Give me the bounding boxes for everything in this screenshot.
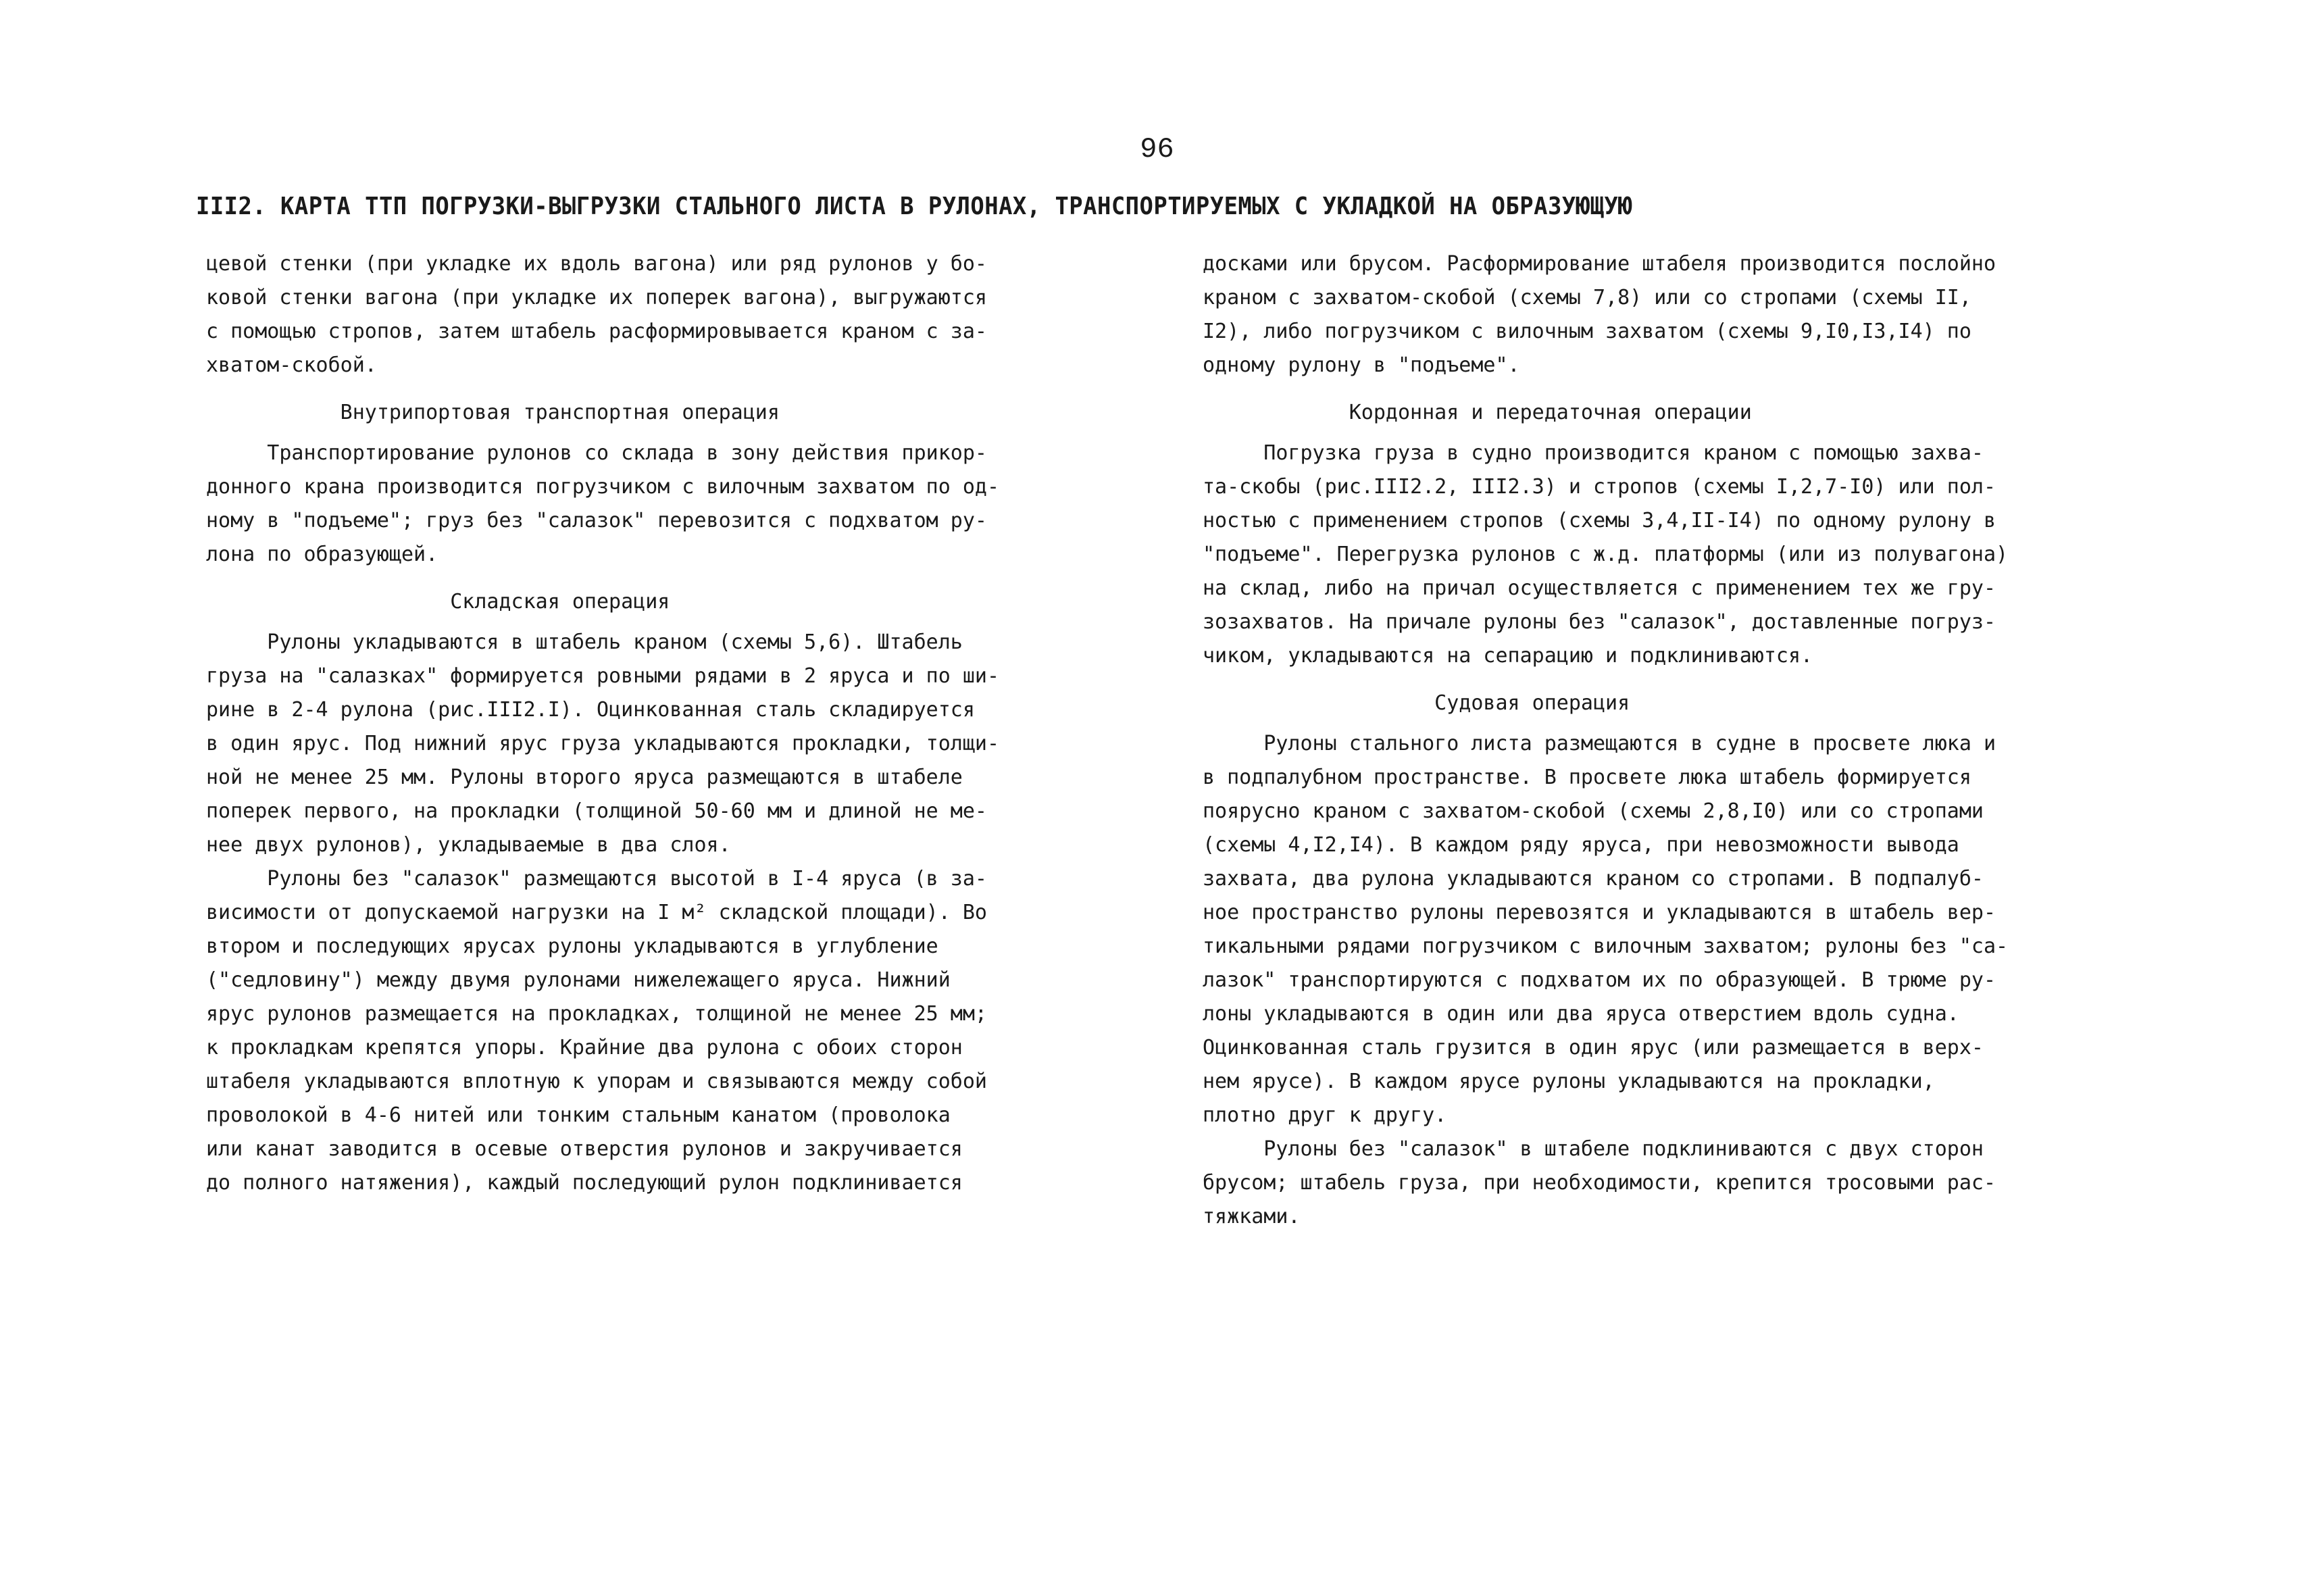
text-line: Оцинкованная сталь грузится в один ярус (или размещается в верх-	[1203, 1036, 1984, 1059]
text-line: хватом-скобой.	[206, 353, 377, 377]
page-number: 96	[1140, 133, 1174, 166]
text-line: нем ярусе). В каждом ярусе рулоны укладываются на прокладки,	[1203, 1070, 1935, 1093]
text-line: ярус рулонов размещается на прокладках, толщиной не менее 25 мм;	[206, 1002, 987, 1026]
section-heading: Судовая операция	[1203, 691, 1630, 715]
text-line: тяжками.	[1203, 1205, 1301, 1228]
text-line: висимости от допускаемой нагрузки на I м² складской площади). Во	[206, 901, 987, 924]
left-text-column	[206, 247, 1125, 1200]
text-line: I2), либо погрузчиком с вилочным захватом (схемы 9,I0,I3,I4) по	[1203, 320, 1971, 343]
text-line: с помощью стропов, затем штабель расформировывается краном с за-	[206, 320, 987, 343]
text-line: тикальными рядами погрузчиком с вилочным захватом; рулоны без "са-	[1203, 934, 2009, 958]
text-line: лазок" транспортируются с подхватом их по образующей. В трюме ру-	[1203, 968, 1996, 992]
text-line: Погрузка груза в судно производится краном с помощью захва-	[1203, 441, 1984, 465]
text-line: в подпалубном пространстве. В просвете люка штабель формируется	[1203, 766, 1971, 789]
text-line: "подъеме". Перегрузка рулонов с ж.д. платформы (или из полувагона)	[1203, 543, 2009, 566]
text-line: проволокой в 4-6 нитей или тонким стальным канатом (проволока	[206, 1103, 951, 1127]
section-heading: Кордонная и передаточная операции	[1203, 401, 1752, 424]
text-line: одному рулону в "подъеме".	[1203, 353, 1520, 377]
text-line: втором и последующих ярусах рулоны укладываются в углубление	[206, 934, 938, 958]
text-line: ное пространство рулоны перевозятся и укладываются в штабель вер-	[1203, 901, 1996, 924]
text-line: плотно друг к другу.	[1203, 1103, 1447, 1127]
text-line: чиком, укладываются на сепарацию и подклиниваются.	[1203, 644, 1813, 668]
text-line: лона по образующей.	[206, 543, 438, 566]
text-line: цевой стенки (при укладке их вдоль вагона) или ряд рулонов у бо-	[206, 252, 987, 276]
text-line: поярусно краном с захватом-скобой (схемы 2,8,I0) или со стропами	[1203, 799, 1984, 823]
text-line: донного крана производится погрузчиком с вилочным захватом по од-	[206, 475, 999, 499]
text-line: захвата, два рулона укладываются краном со стропами. В подпалуб-	[1203, 867, 1984, 891]
text-line: Транспортирование рулонов со склада в зону действия прикор-	[206, 441, 987, 465]
text-line: штабеля укладываются вплотную к упорам и связываются между собой	[206, 1070, 987, 1093]
text-line: брусом; штабель груза, при необходимости, крепится тросовыми рас-	[1203, 1171, 1996, 1195]
text-line: зозахватов. На причале рулоны без "салазок", доставленные погруз-	[1203, 610, 1996, 634]
text-line: к прокладкам крепятся упоры. Крайние два рулона с обоих сторон	[206, 1036, 963, 1059]
text-line: ковой стенки вагона (при укладке их поперек вагона), выгружаются	[206, 286, 987, 309]
text-line: та-скобы (рис.III2.2, III2.3) и стропов (схемы I,2,7-I0) или пол-	[1203, 475, 1996, 499]
text-line: Рулоны без "салазок" в штабеле подклиниваются с двух сторон	[1203, 1137, 1984, 1161]
text-line: Рулоны стального листа размещаются в судне в просвете люка и	[1203, 732, 1996, 755]
text-line: нее двух рулонов), укладываемые в два слоя.	[206, 833, 731, 857]
text-line: ной не менее 25 мм. Рулоны второго яруса размещаются в штабеле	[206, 766, 963, 789]
text-line: ному в "подъеме"; груз без "салазок" перевозится с подхватом ру-	[206, 509, 987, 532]
text-line: (схемы 4,I2,I4). В каждом ряду яруса, при невозможности вывода	[1203, 833, 1959, 857]
text-line: до полного натяжения), каждый последующий рулон подклинивается	[206, 1171, 963, 1195]
text-line: ("седловину") между двумя рулонами нижележащего яруса. Нижний	[206, 968, 951, 992]
section-heading: Внутрипортовая транспортная операция	[206, 401, 780, 424]
text-line: в один ярус. Под нижний ярус груза укладываются прокладки, толщи-	[206, 732, 999, 755]
text-line: поперек первого, на прокладки (толщиной 50-60 мм и длиной не ме-	[206, 799, 987, 823]
text-line: или канат заводится в осевые отверстия рулонов и закручивается	[206, 1137, 963, 1161]
text-line: досками или брусом. Расформирование штабеля производится послойно	[1203, 252, 1996, 276]
text-line: лоны укладываются в один или два яруса отверстием вдоль судна.	[1203, 1002, 1959, 1026]
text-line: на склад, либо на причал осуществляется с применением тех же гру-	[1203, 576, 1996, 600]
text-line: ностью с применением стропов (схемы 3,4,II-I4) по одному рулону в	[1203, 509, 1996, 532]
page-title: III2. КАРТА ТТП ПОГРУЗКИ-ВЫГРУЗКИ СТАЛЬНОГО ЛИСТА В РУЛОНАХ, ТРАНСПОРТИРУЕМЫХ С УКЛАДКОЙ НА ОБРАЗУЮЩУЮ	[196, 193, 1633, 220]
text-line: груза на "салазках" формируется ровными рядами в 2 яруса и по ши-	[206, 664, 999, 688]
text-line: Рулоны без "салазок" размещаются высотой в I-4 яруса (в за-	[206, 867, 987, 891]
text-line: Рулоны укладываются в штабель краном (схемы 5,6). Штабель	[206, 630, 963, 654]
right-text-column	[1203, 247, 2094, 1234]
section-heading: Складская операция	[206, 590, 670, 614]
text-line: рине в 2-4 рулона (рис.III2.I). Оцинкованная сталь складируется	[206, 698, 975, 722]
text-line: краном с захватом-скобой (схемы 7,8) или со стропами (схемы II,	[1203, 286, 1971, 309]
